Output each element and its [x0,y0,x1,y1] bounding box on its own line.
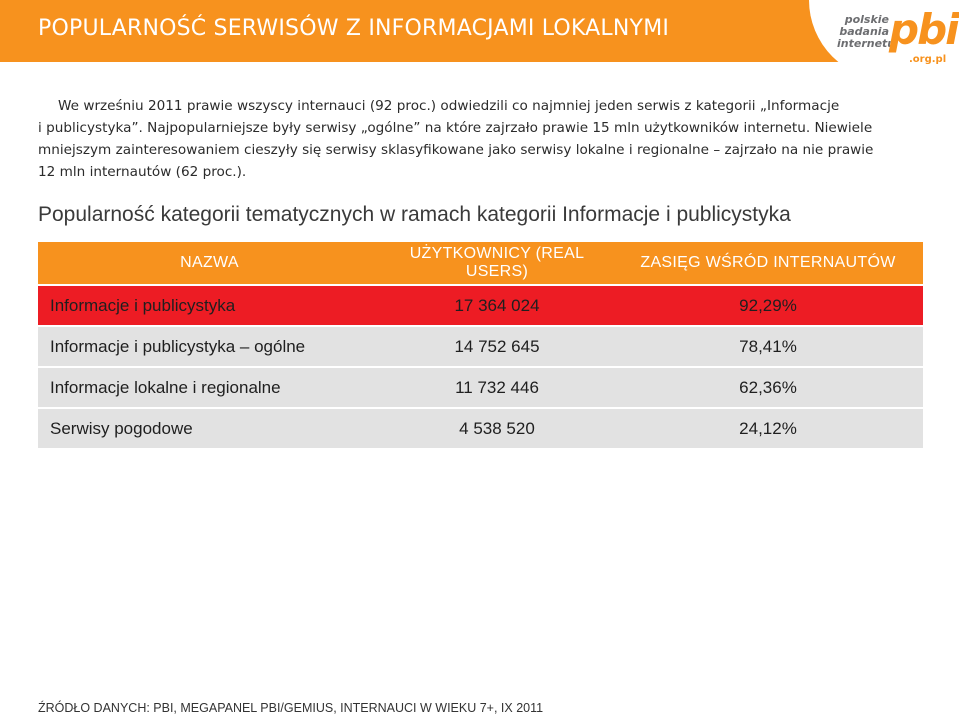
table-row [38,286,923,325]
logo-mark: pbi [889,5,958,54]
source-note: ŹRÓDŁO DANYCH: PBI, MEGAPANEL PBI/GEMIUS, INTERNAUCI W WIEKU 7+, IX 2011 [38,701,544,715]
cell-users: 11 732 446 [381,368,613,407]
table-row [38,327,923,366]
categories-table [38,240,923,450]
logo-line-1: polskie [844,13,889,26]
logo-tagline [837,13,896,50]
cell-reach: 92,29% [613,286,923,325]
cell-name: Informacje lokalne i regionalne [38,368,381,407]
table-row [38,409,923,448]
table-row [38,368,923,407]
logo-domain: .org.pl [909,54,947,65]
cell-users: 17 364 024 [381,286,613,325]
pbi-logo [809,0,959,80]
intro-line-1-text: We wrześniu 2011 prawie wszyscy internauci (92 proc.) odwiedzili co najmniej jeden serwis z kategorii „Informacje [58,98,840,114]
header-reach: ZASIĘG WŚRÓD INTERNAUTÓW [613,242,923,284]
cell-name: Serwisy pogodowe [38,409,381,448]
intro-line-1 [38,95,918,117]
cell-users: 14 752 645 [381,327,613,366]
intro-line-2: i publicystyka”. Najpopularniejsze były serwisy „ogólne” na które zajrzało prawie 15 mln użytkowników internetu. Niewiele [38,120,873,136]
cell-reach: 62,36% [613,368,923,407]
logo-line-3: internetu [837,37,896,50]
cell-name: Informacje i publicystyka – ogólne [38,327,381,366]
header-users: UŻYTKOWNICY (REAL USERS) [381,242,613,284]
page-title: POPULARNOŚĆ SERWISÓW Z INFORMACJAMI LOKALNYMI [38,16,670,41]
header-name: NAZWA [38,242,381,284]
intro-line-3: mniejszym zainteresowaniem cieszyły się serwisy sklasyfikowane jako serwisy lokalne i regionalne – zajrzało na nie prawie [38,142,874,158]
table-header-row [38,242,923,284]
logo-line-2: badania [839,25,889,38]
intro-paragraph [38,95,918,183]
cell-users: 4 538 520 [381,409,613,448]
section-title: Popularność kategorii tematycznych w ramach kategorii Informacje i publicystyka [38,203,791,226]
intro-line-4: 12 mln internautów (62 proc.). [38,164,247,180]
cell-reach: 24,12% [613,409,923,448]
cell-name: Informacje i publicystyka [38,286,381,325]
cell-reach: 78,41% [613,327,923,366]
